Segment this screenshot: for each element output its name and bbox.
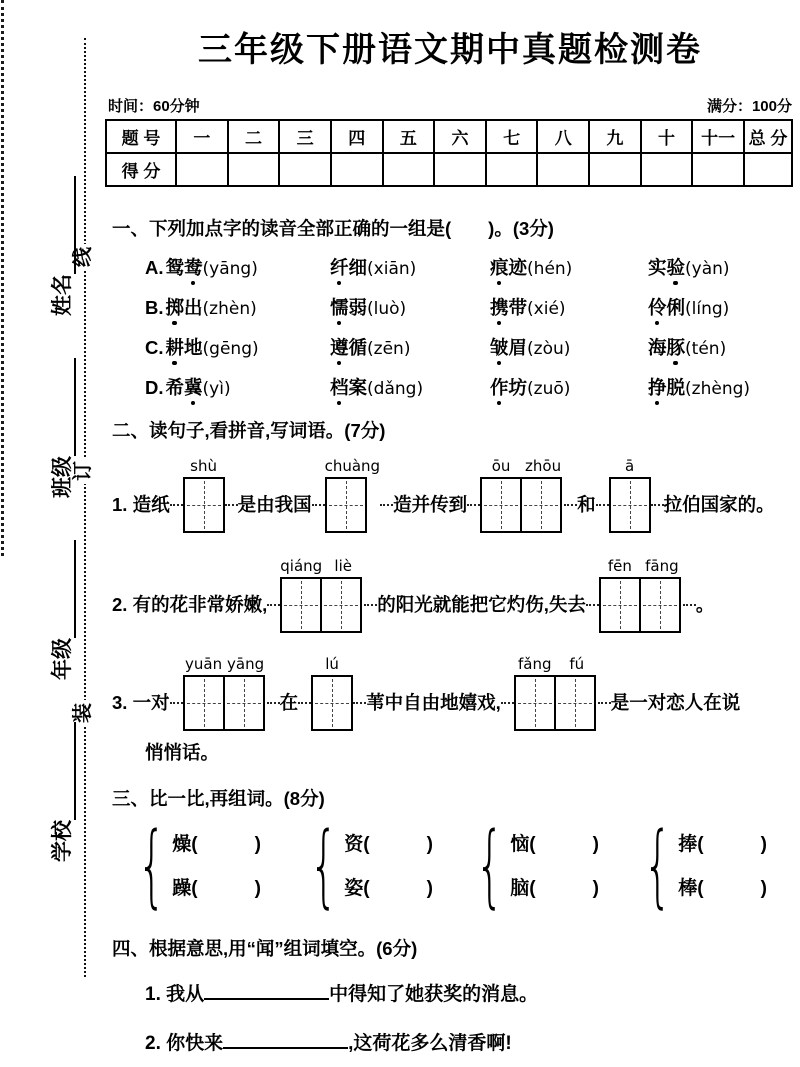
q2-sentence-3 bbox=[112, 655, 795, 731]
option-cell bbox=[330, 254, 490, 280]
option-d bbox=[145, 367, 795, 407]
option-cell bbox=[145, 254, 330, 280]
option-cell bbox=[330, 334, 490, 360]
writing-cell bbox=[183, 477, 225, 533]
section-2-header: 二、读句子,看拼音,写词语。(7分) bbox=[112, 420, 386, 441]
sentence-text: 2. 你快来 bbox=[145, 1033, 224, 1054]
pinyin-label: (gēng) bbox=[202, 339, 259, 359]
option-b bbox=[145, 287, 795, 327]
writing-cell bbox=[280, 577, 322, 633]
score-row bbox=[106, 153, 792, 186]
sentence-text: 苇中自由地嬉戏, bbox=[366, 692, 501, 713]
writing-cell bbox=[480, 477, 522, 533]
dotted-char: 挣 bbox=[648, 377, 667, 398]
fill-item-2 bbox=[145, 1028, 795, 1055]
answer-grid bbox=[311, 655, 353, 731]
pinyin-label: (xiān) bbox=[367, 259, 417, 279]
word-pair bbox=[641, 813, 795, 918]
pinyin-slot bbox=[183, 655, 225, 675]
pinyin-label: (zhèn) bbox=[202, 299, 257, 319]
exam-sheet bbox=[105, 0, 795, 1055]
score-cell bbox=[537, 153, 589, 186]
dash-connector bbox=[598, 702, 611, 704]
dash-connector bbox=[467, 504, 480, 506]
sentence-text: 2. 有的花非常娇嫩, bbox=[112, 594, 268, 615]
fill-item-1 bbox=[145, 979, 795, 1006]
dotted-char: 鸯 bbox=[184, 257, 203, 278]
dash-connector bbox=[501, 702, 514, 704]
pinyin-label: fǎng bbox=[517, 655, 552, 673]
word-text: 循 bbox=[348, 337, 368, 358]
school-label: 学校 bbox=[51, 820, 74, 862]
dash-connector bbox=[267, 702, 280, 704]
class-label: 班级 bbox=[51, 456, 74, 498]
pinyin-label: (yāng) bbox=[202, 259, 258, 279]
dash-connector bbox=[586, 604, 599, 606]
pinyin-label: (zuō) bbox=[527, 379, 571, 399]
score-cell bbox=[176, 153, 228, 186]
binding-line bbox=[84, 38, 86, 977]
option-cell bbox=[490, 294, 648, 320]
pinyin-slot bbox=[480, 457, 522, 477]
dotted-char: 纤 bbox=[330, 257, 349, 278]
score-cell bbox=[383, 153, 435, 186]
name-blank-line bbox=[72, 176, 76, 274]
option-cell bbox=[145, 294, 330, 320]
option-label: D. bbox=[145, 377, 164, 398]
option-cell bbox=[648, 254, 795, 280]
pinyin-label: yuān bbox=[185, 655, 223, 673]
word-text: 坊 bbox=[508, 377, 528, 398]
school-field bbox=[46, 722, 76, 862]
pinyin-slot bbox=[556, 655, 598, 675]
word-text: 希 bbox=[165, 377, 185, 398]
option-label: A. bbox=[145, 257, 164, 278]
dotted-char: 携 bbox=[490, 297, 509, 318]
score-cell bbox=[434, 153, 486, 186]
pinyin-label: chuàng bbox=[324, 457, 381, 475]
word-text: 海 bbox=[648, 337, 667, 358]
word-text: 迹 bbox=[508, 257, 528, 278]
sentence-text: 和 bbox=[577, 494, 596, 515]
pinyin-label: (líng) bbox=[685, 299, 730, 319]
page-title: 三年级下册语文期中真题检测卷 bbox=[198, 31, 702, 69]
score-cell bbox=[692, 153, 744, 186]
pinyin-slot bbox=[225, 655, 267, 675]
sentence-text: 拉伯国家的。 bbox=[663, 494, 775, 515]
dotted-char: 作 bbox=[490, 377, 509, 398]
score-cell-total bbox=[744, 153, 792, 186]
dash-connector bbox=[312, 504, 325, 506]
pinyin-label: (luò) bbox=[367, 299, 407, 319]
dash-connector bbox=[651, 504, 664, 506]
writing-cell bbox=[639, 577, 681, 633]
pinyin-label: (zhèng) bbox=[685, 379, 751, 399]
word-blank: 棒( ) bbox=[678, 877, 767, 899]
writing-cell bbox=[599, 577, 641, 633]
option-c bbox=[145, 327, 795, 367]
answer-grid bbox=[183, 655, 267, 731]
pinyin-label: fēn bbox=[607, 557, 632, 575]
writing-cell bbox=[320, 577, 362, 633]
header-cell: 八 bbox=[537, 120, 589, 153]
score-table-header-row bbox=[106, 120, 792, 153]
dash-connector bbox=[170, 504, 183, 506]
header-cell-question-no: 题 号 bbox=[106, 120, 176, 153]
exam-meta bbox=[105, 95, 795, 116]
pinyin-label: (zòu) bbox=[527, 339, 571, 359]
grade-label: 年级 bbox=[51, 638, 74, 680]
score-row-label: 得 分 bbox=[106, 153, 176, 186]
writing-cell bbox=[183, 675, 225, 731]
dash-connector bbox=[170, 702, 183, 704]
sentence-text: 造并传到 bbox=[393, 494, 468, 515]
full-score-label: 满分：100分 bbox=[706, 98, 792, 115]
sentence-text: 。 bbox=[695, 594, 715, 615]
score-cell bbox=[641, 153, 693, 186]
pinyin-label: (xié) bbox=[527, 299, 566, 319]
binding-char: 线 bbox=[70, 244, 96, 270]
class-field bbox=[46, 358, 76, 498]
writing-cell bbox=[554, 675, 596, 731]
option-cell bbox=[330, 374, 490, 400]
option-cell bbox=[145, 374, 330, 400]
dotted-char: 掷 bbox=[165, 297, 185, 318]
answer-blank bbox=[223, 1033, 348, 1049]
pinyin-slot bbox=[322, 557, 364, 577]
pinyin-label: lú bbox=[325, 655, 339, 673]
grade-blank-line bbox=[72, 540, 76, 638]
word-blank: 捧( ) bbox=[678, 833, 767, 855]
dotted-char: 冀 bbox=[184, 377, 203, 398]
answer-grid bbox=[514, 655, 598, 731]
dotted-char: 验 bbox=[666, 257, 686, 278]
word-text: 带 bbox=[508, 297, 528, 318]
grade-field bbox=[46, 540, 76, 680]
brace-glyph: { bbox=[309, 813, 338, 918]
writing-cell bbox=[223, 675, 265, 731]
pinyin-slot bbox=[311, 655, 353, 675]
word-text: 鸳 bbox=[165, 257, 185, 278]
option-cell bbox=[490, 254, 648, 280]
writing-cell bbox=[325, 477, 367, 533]
writing-cell bbox=[311, 675, 353, 731]
sentence-text: 1. 我从 bbox=[145, 984, 205, 1005]
pinyin-label: qiáng bbox=[280, 557, 323, 575]
word-pair bbox=[307, 813, 473, 918]
brace-glyph: { bbox=[643, 813, 672, 918]
sentence-text: 3. 一对 bbox=[112, 692, 170, 713]
word-text: 细 bbox=[348, 257, 368, 278]
header-cell: 四 bbox=[331, 120, 383, 153]
pinyin-label: (dǎng) bbox=[367, 379, 424, 399]
section-1-header: 一、下列加点字的读音全部正确的一组是( )。(3分) bbox=[112, 218, 554, 239]
q2-sentence-1 bbox=[112, 457, 795, 533]
dash-connector bbox=[298, 702, 311, 704]
score-cell bbox=[486, 153, 538, 186]
answer-grid bbox=[599, 557, 683, 633]
answer-blank bbox=[204, 984, 329, 1000]
dash-connector bbox=[564, 504, 577, 506]
q2-sentence-2 bbox=[112, 557, 795, 633]
pinyin-slot bbox=[514, 655, 556, 675]
pinyin-label: shù bbox=[190, 457, 217, 475]
student-info-fields bbox=[48, 150, 76, 862]
dotted-char: 伶 bbox=[648, 297, 667, 318]
sentence-text: 是一对恋人在说 bbox=[610, 692, 741, 713]
option-cell bbox=[330, 294, 490, 320]
answer-grid bbox=[183, 457, 225, 533]
option-cell bbox=[490, 374, 648, 400]
word-text: 出 bbox=[184, 297, 203, 318]
word-text: 弱 bbox=[348, 297, 368, 318]
brace-glyph: { bbox=[475, 813, 504, 918]
word-text: 案 bbox=[348, 377, 368, 398]
pinyin-label: yāng bbox=[227, 655, 265, 673]
brace-glyph: { bbox=[137, 813, 166, 918]
sentence-text: ,这荷花多么清香啊! bbox=[348, 1033, 512, 1054]
word-blank: 姿( ) bbox=[344, 877, 433, 899]
word-pair bbox=[473, 813, 641, 918]
option-label: B. bbox=[145, 297, 164, 318]
dotted-char: 懦 bbox=[330, 297, 349, 318]
name-label: 姓名 bbox=[51, 274, 74, 316]
header-cell: 六 bbox=[434, 120, 486, 153]
q3-word-pairs bbox=[135, 813, 795, 918]
dotted-char: 痕 bbox=[490, 257, 509, 278]
score-table bbox=[105, 119, 793, 187]
q1-options bbox=[145, 247, 795, 407]
pinyin-label: fāng bbox=[645, 557, 679, 575]
pinyin-label: liè bbox=[334, 557, 352, 575]
option-label: C. bbox=[145, 337, 164, 358]
q2-sentence-3-continuation: 悄悄话。 bbox=[145, 742, 220, 763]
pinyin-label: zhōu bbox=[525, 457, 562, 475]
pinyin-slot bbox=[522, 457, 564, 477]
pinyin-slot bbox=[325, 457, 380, 477]
word-text: 实 bbox=[648, 257, 667, 278]
dotted-char: 遵 bbox=[330, 337, 349, 358]
score-cell bbox=[331, 153, 383, 186]
binding-char: 装 bbox=[70, 700, 96, 726]
dash-connector bbox=[267, 604, 280, 606]
answer-grid bbox=[480, 457, 564, 533]
sentence-text: 1. 造纸 bbox=[112, 494, 170, 515]
header-cell: 九 bbox=[589, 120, 641, 153]
sentence-text: 在 bbox=[279, 692, 299, 713]
pinyin-slot bbox=[280, 557, 322, 577]
pinyin-slot bbox=[609, 457, 651, 477]
word-blank: 恼( ) bbox=[510, 833, 599, 855]
school-blank-line bbox=[72, 722, 76, 820]
dash-connector bbox=[683, 604, 696, 606]
dash-connector bbox=[225, 504, 238, 506]
header-cell: 三 bbox=[279, 120, 331, 153]
pinyin-label: (yì) bbox=[202, 379, 231, 399]
dotted-char: 档 bbox=[330, 377, 349, 398]
score-cell bbox=[228, 153, 280, 186]
dash-connector bbox=[364, 604, 377, 606]
header-cell: 五 bbox=[383, 120, 435, 153]
dotted-char: 耕 bbox=[165, 337, 185, 358]
header-cell: 二 bbox=[228, 120, 280, 153]
pinyin-slot bbox=[641, 557, 683, 577]
section-4-header: 四、根据意思,用“闻”组词填空。(6分) bbox=[112, 938, 418, 959]
word-text: 俐 bbox=[666, 297, 686, 318]
answer-grid bbox=[280, 557, 364, 633]
writing-cell bbox=[609, 477, 651, 533]
pinyin-label: (tén) bbox=[685, 339, 727, 359]
writing-cell bbox=[520, 477, 562, 533]
option-a bbox=[145, 247, 795, 287]
word-blank: 脑( ) bbox=[510, 877, 599, 899]
pinyin-label: (yàn) bbox=[685, 259, 730, 279]
word-text: 脱 bbox=[666, 377, 686, 398]
answer-grid bbox=[325, 457, 380, 533]
pinyin-slot bbox=[183, 457, 225, 477]
score-cell bbox=[589, 153, 641, 186]
pinyin-label: (zēn) bbox=[367, 339, 411, 359]
header-cell: 十 bbox=[641, 120, 693, 153]
dotted-char: 豚 bbox=[666, 337, 686, 358]
sentence-text: 是由我国 bbox=[237, 494, 312, 515]
option-cell bbox=[145, 334, 330, 360]
name-field bbox=[46, 176, 76, 316]
header-cell-total: 总 分 bbox=[744, 120, 792, 153]
header-cell: 十一 bbox=[692, 120, 744, 153]
word-text: 地 bbox=[184, 337, 203, 358]
dash-connector bbox=[596, 504, 609, 506]
binding-char: 订 bbox=[70, 458, 96, 484]
dash-connector bbox=[353, 702, 366, 704]
word-blank: 资( ) bbox=[344, 833, 433, 855]
option-cell bbox=[648, 334, 795, 360]
score-cell bbox=[279, 153, 331, 186]
header-cell: 七 bbox=[486, 120, 538, 153]
answer-grid bbox=[609, 457, 651, 533]
word-text: 眉 bbox=[508, 337, 528, 358]
dotted-char: 皱 bbox=[490, 337, 509, 358]
word-blank: 燥( ) bbox=[172, 833, 261, 855]
dash-connector bbox=[380, 504, 393, 506]
sentence-text: 中得知了她获奖的消息。 bbox=[329, 984, 539, 1005]
class-blank-line bbox=[72, 358, 76, 456]
section-3-header: 三、比一比,再组词。(8分) bbox=[112, 788, 325, 809]
time-limit-label: 时间：60分钟 bbox=[108, 98, 200, 115]
word-blank: 躁( ) bbox=[172, 877, 261, 899]
writing-cell bbox=[514, 675, 556, 731]
pinyin-label: ōu bbox=[491, 457, 511, 475]
pinyin-label: (hén) bbox=[527, 259, 573, 279]
pinyin-label: ā bbox=[625, 457, 635, 475]
header-cell: 一 bbox=[176, 120, 228, 153]
option-cell bbox=[648, 294, 795, 320]
sentence-text: 的阳光就能把它灼伤,失去 bbox=[377, 594, 586, 615]
option-cell bbox=[490, 334, 648, 360]
pinyin-label: fú bbox=[569, 655, 585, 673]
pinyin-slot bbox=[599, 557, 641, 577]
page-edge-artifact bbox=[1, 0, 4, 556]
option-cell bbox=[648, 374, 795, 400]
word-pair bbox=[135, 813, 307, 918]
